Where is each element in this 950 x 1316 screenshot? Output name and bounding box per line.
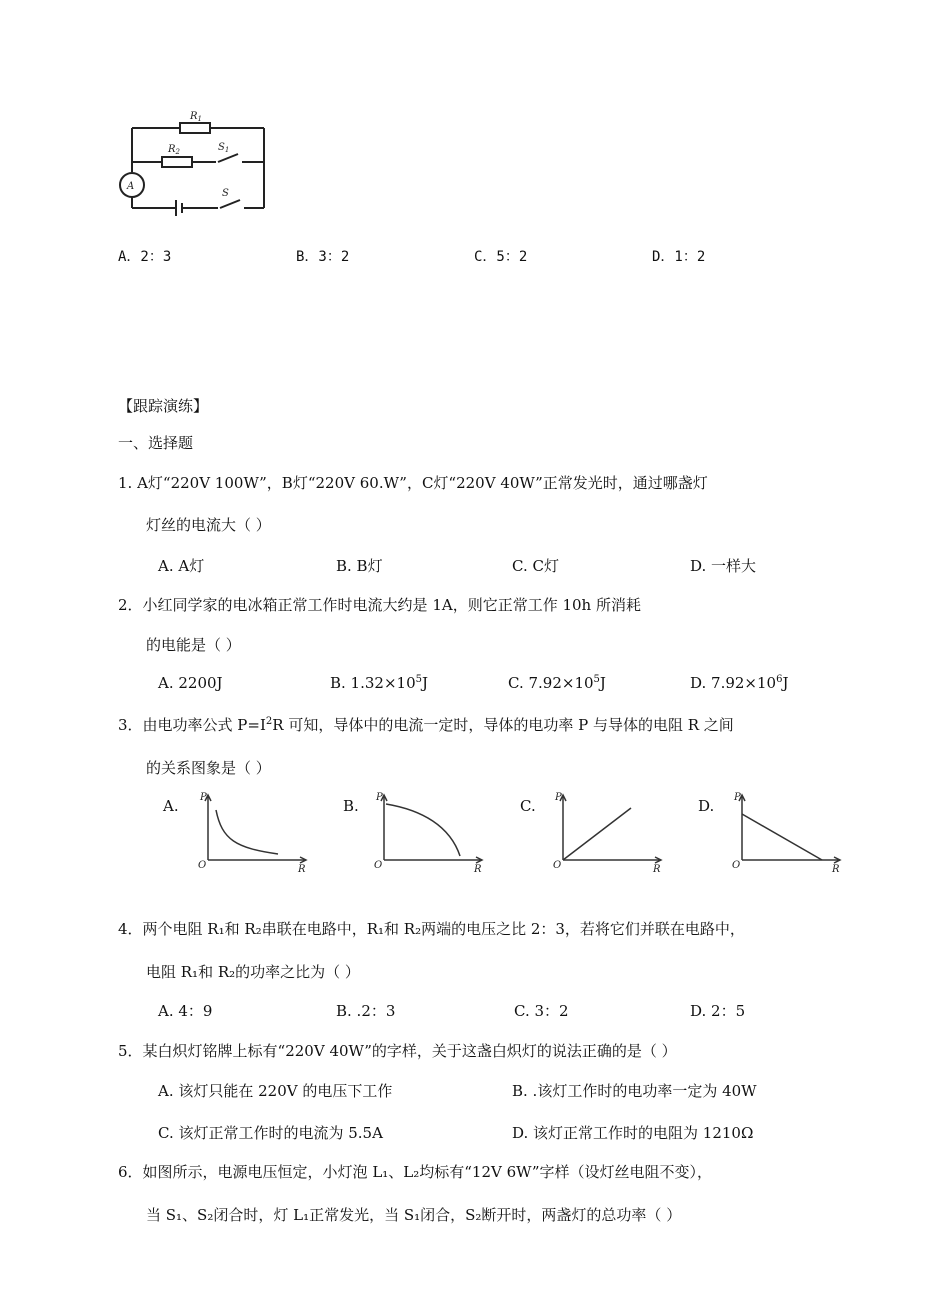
subsection-heading: 一、选择题 — [118, 434, 194, 452]
svg-text:P: P — [376, 792, 383, 803]
q3-option-a[interactable]: A. — [163, 797, 179, 815]
q5-option-a[interactable]: A. 该灯只能在 220V 的电压下工作 — [158, 1082, 393, 1100]
svg-text:S1: $S_1$ — [218, 142, 230, 154]
graph-c — [551, 792, 671, 875]
svg-text:O: O — [732, 860, 741, 871]
r2-label: R — [168, 144, 176, 155]
q4-option-b[interactable]: B. .2：3 — [336, 1002, 396, 1020]
q5-option-b[interactable]: B. .该灯工作时的电功率一定为 40W — [512, 1082, 757, 1100]
q4-text-line1: 4．两个电阻 R₁和 R₂串联在电路中，R₁和 R₂两端的电压之比 2：3，若将它们并联在电路中， — [118, 920, 745, 938]
option-c[interactable]: C．5：2 — [474, 249, 528, 265]
ammeter-label: A — [127, 181, 135, 192]
q5-text-line1: 5．某白炽灯铭牌上标有“220V 40W”的字样，关于这盏白炽灯的说法正确的是（ ） — [118, 1042, 677, 1060]
svg-text:R1: $R_1$ — [190, 111, 202, 123]
q1-text-line2: 灯丝的电流大（ ） — [146, 516, 271, 534]
option-a[interactable]: A．2：3 — [118, 249, 172, 265]
svg-text:P: P — [555, 792, 562, 803]
option-d[interactable]: D．1：2 — [652, 249, 706, 265]
q3-option-b[interactable]: B. — [343, 797, 359, 815]
q2-option-d[interactable]: D. $7.92\times 10^6J$ — [690, 674, 789, 692]
q6-text-line1: 6．如图所示，电源电压恒定，小灯泡 L₁、L₂均标有“12V 6W”字样（设灯丝电阻不变）， — [118, 1163, 713, 1181]
q2-text-line2: 的电能是（ ） — [146, 636, 241, 654]
q1-option-c[interactable]: C. C灯 — [512, 557, 559, 575]
q5-option-d[interactable]: D. 该灯正常工作时的电阻为 1210Ω — [512, 1124, 754, 1142]
q4-text-line2: 电阻 R₁和 R₂的功率之比为（ ） — [146, 963, 360, 981]
svg-text:O: O — [553, 860, 562, 871]
svg-text:R: R — [653, 864, 661, 875]
q1-option-b[interactable]: B. B灯 — [336, 557, 383, 575]
svg-text:R: R — [474, 864, 482, 875]
q1-text-line1: 1. A灯“220V 100W”，B灯“220V 60.W”，C灯“220V 40W”正常发光时，通过哪盏灯 — [118, 474, 708, 492]
axis-p: P — [200, 792, 207, 803]
q2-option-b[interactable]: B. $1.32\times 10^5J$ — [330, 674, 429, 692]
s-label: S — [222, 188, 229, 199]
q2-option-a[interactable]: A. 2200J — [158, 674, 223, 692]
q4-option-c[interactable]: C. 3：2 — [514, 1002, 569, 1020]
svg-text:P: P — [734, 792, 741, 803]
axis-o: O — [198, 860, 207, 871]
svg-text:O: O — [374, 860, 383, 871]
q3-option-d[interactable]: D. — [698, 797, 715, 815]
section-heading: 【跟踪演练】 — [118, 397, 209, 415]
q2-option-c[interactable]: C. $7.92\times 10^5J$ — [508, 674, 606, 692]
q3-option-c[interactable]: C. — [520, 797, 536, 815]
r1-label: R — [190, 111, 198, 122]
q6-text-line2: 当 S₁、S₂闭合时，灯 L₁正常发光，当 S₁闭合，S₂断开时，两盏灯的总功率（ ） — [146, 1206, 682, 1224]
svg-text:R2: $R_2$ — [168, 144, 180, 156]
graph-d — [730, 792, 850, 875]
q1-option-a[interactable]: A. A灯 — [158, 557, 205, 575]
q3-text-line2: 的关系图象是（ ） — [146, 759, 271, 777]
q5-option-c[interactable]: C. 该灯正常工作时的电流为 5.5A — [158, 1124, 383, 1142]
graph-a — [196, 792, 316, 875]
s1-label: S — [218, 142, 225, 153]
option-b[interactable]: B．3：2 — [296, 249, 350, 265]
axis-r: R — [298, 864, 306, 875]
q1-option-d[interactable]: D. 一样大 — [690, 557, 757, 575]
circuit-diagram — [118, 104, 268, 214]
graph-b — [372, 792, 492, 875]
q2-text-line1: 2．小红同学家的电冰箱正常工作时电流大约是 1A，则它正常工作 10h 所消耗 — [118, 596, 641, 614]
q3-text-line1: 3．由电功率公式 $P=I^2R$ 可知，导体中的电流一定时，导体的电功率 P 与导体的电阻 R 之间 — [118, 716, 734, 734]
q4-option-d[interactable]: D. 2：5 — [690, 1002, 746, 1020]
svg-text:R: R — [832, 864, 840, 875]
q4-option-a[interactable]: A. 4：9 — [158, 1002, 213, 1020]
